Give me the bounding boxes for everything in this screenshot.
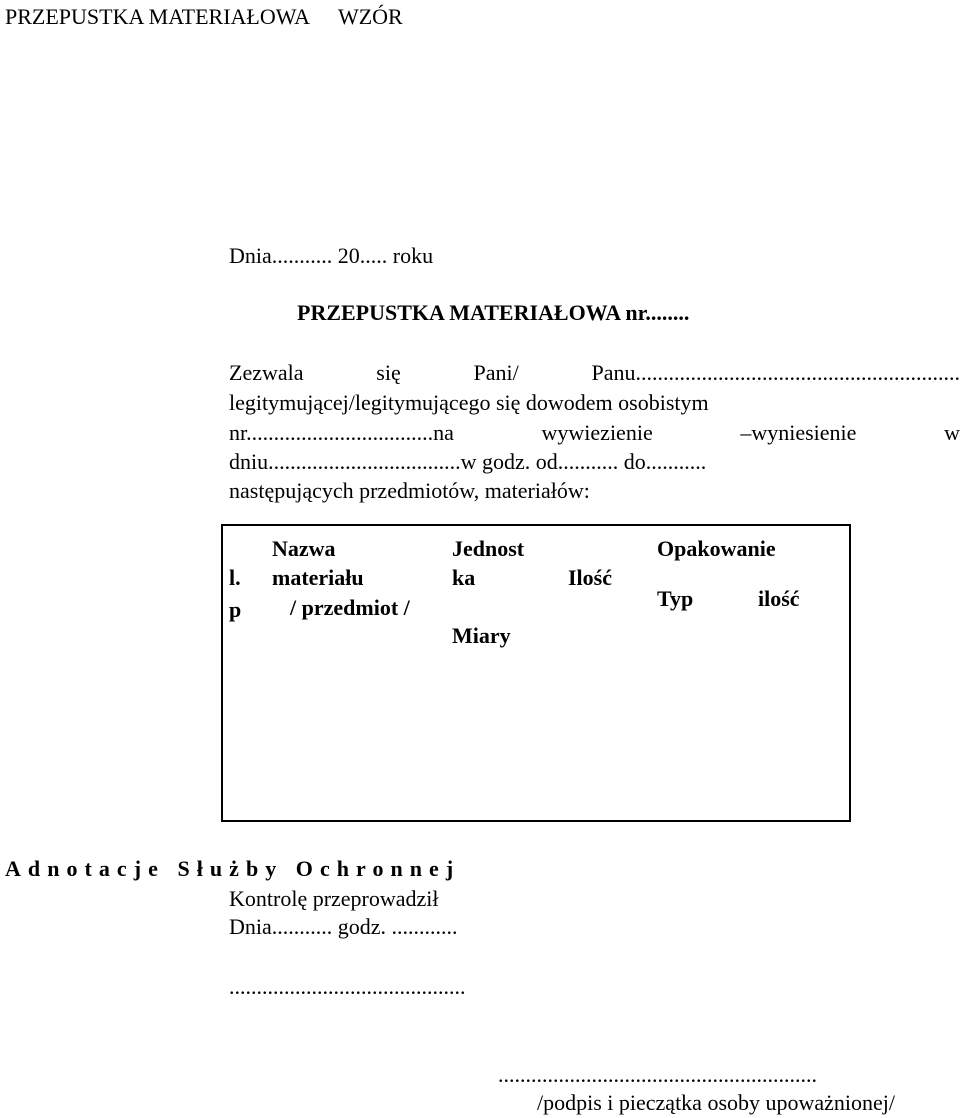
body-line-3-word: –wyniesienie xyxy=(740,420,857,445)
security-heading: Adnotacje Służby Ochronnej xyxy=(5,856,461,881)
col-lp-line2: p xyxy=(229,597,242,622)
body-line-3-word: wywiezienie xyxy=(541,420,653,445)
body-line-2: legitymującej/legitymującego się dowodem osobistym xyxy=(229,390,709,415)
body-line-3 xyxy=(229,422,960,444)
body-line-3-word: nr..................................na xyxy=(229,420,454,445)
signature-caption: /podpis i pieczątka osoby upoważnionej/ xyxy=(537,1090,896,1115)
col-unit-line3: Miary xyxy=(452,623,511,648)
col-unit-line1: Jednost xyxy=(452,536,525,561)
col-packaging-qty: ilość xyxy=(758,586,800,611)
pass-title: PRZEPUSTKA MATERIAŁOWA nr........ xyxy=(297,300,690,325)
document-title xyxy=(5,6,403,28)
col-packaging-type: Typ xyxy=(657,586,694,611)
body-line-4: dniu...................................w godz. od........... do........... xyxy=(229,449,707,474)
body-line-3-word: w xyxy=(944,420,960,445)
body-line-1-word: Pani/ xyxy=(473,360,519,385)
col-unit-line2: ka xyxy=(452,565,476,590)
col-name-line3: / przedmiot / xyxy=(290,595,410,620)
date-line: Dnia........... 20..... roku xyxy=(229,243,434,268)
body-line-5: następujących przedmiotów, materiałów: xyxy=(229,478,590,503)
body-line-1 xyxy=(229,362,960,384)
body-line-1-word: się xyxy=(376,360,401,385)
control-line: Kontrolę przeprowadził xyxy=(229,886,439,911)
col-name-line1: Nazwa xyxy=(272,536,336,561)
document-title-text: PRZEPUSTKA MATERIAŁOWA xyxy=(5,4,310,29)
body-line-1-word: Panu........................................................... xyxy=(591,360,960,385)
col-packaging: Opakowanie xyxy=(657,536,776,561)
col-qty: Ilość xyxy=(568,565,612,590)
control-signature-dots: ........................................... xyxy=(229,974,466,999)
col-name-line2: materiału xyxy=(272,565,364,590)
control-date-time: Dnia........... godz. ............ xyxy=(229,914,458,939)
body-line-1-word: Zezwala xyxy=(229,360,304,385)
template-tag: WZÓR xyxy=(337,4,403,29)
signature-dots: .......................................................... xyxy=(498,1062,817,1087)
col-lp-line1: l. xyxy=(229,565,241,590)
